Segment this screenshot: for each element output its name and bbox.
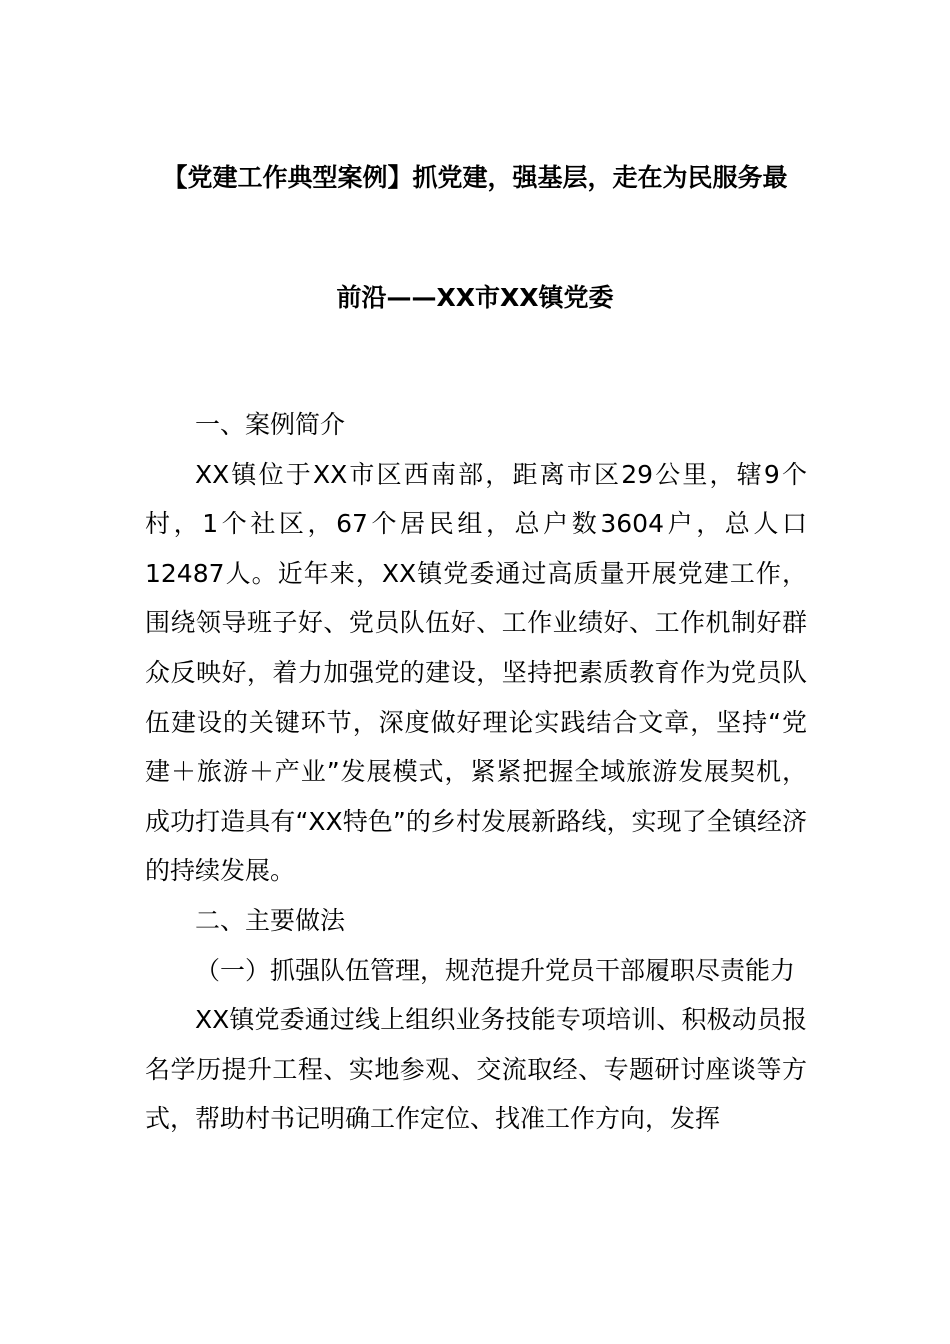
section-heading-case-intro: 一、案例简介 [195,410,346,439]
section-heading-main-practices: 二、主要做法 [195,905,346,935]
document-body [145,400,807,1144]
paragraph-case-intro: XX镇位于XX市区西南部，距离市区29公里，辖9个村，1个社区，67个居民组，总户数3604户，总人口12487人。近年来，XX镇党委通过高质量开展党建工作，围绕领导班子好、党员队伍好、工作业绩好、工作机制好群众反映好，着力加强党的建设，坚持把素质教育作为党员队伍建设的关键环节，深度做好理论实践结合文章，坚持“党建＋旅游＋产业”发展模式，紧紧把握全域旅游发展契机，成功打造具有“XX特色”的乡村发展新路线，实现了全镇经济的持续发展。 [145,459,807,886]
subheading-team-management: （一）抓强队伍管理，规范提升党员干部履职尽责能力 [195,955,796,985]
paragraph-team-management: XX镇党委通过线上组织业务技能专项培训、积极动员报名学历提升工程、实地参观、交流取经、专题研讨座谈等方式，帮助村书记明确工作定位、找准工作方向，发挥 [145,1005,807,1134]
document-title-line-2: 前沿——XX市XX镇党委 [336,283,614,312]
document-title-line-1: 【党建工作典型案例】抓党建，强基层，走在为民服务最 [162,163,788,192]
